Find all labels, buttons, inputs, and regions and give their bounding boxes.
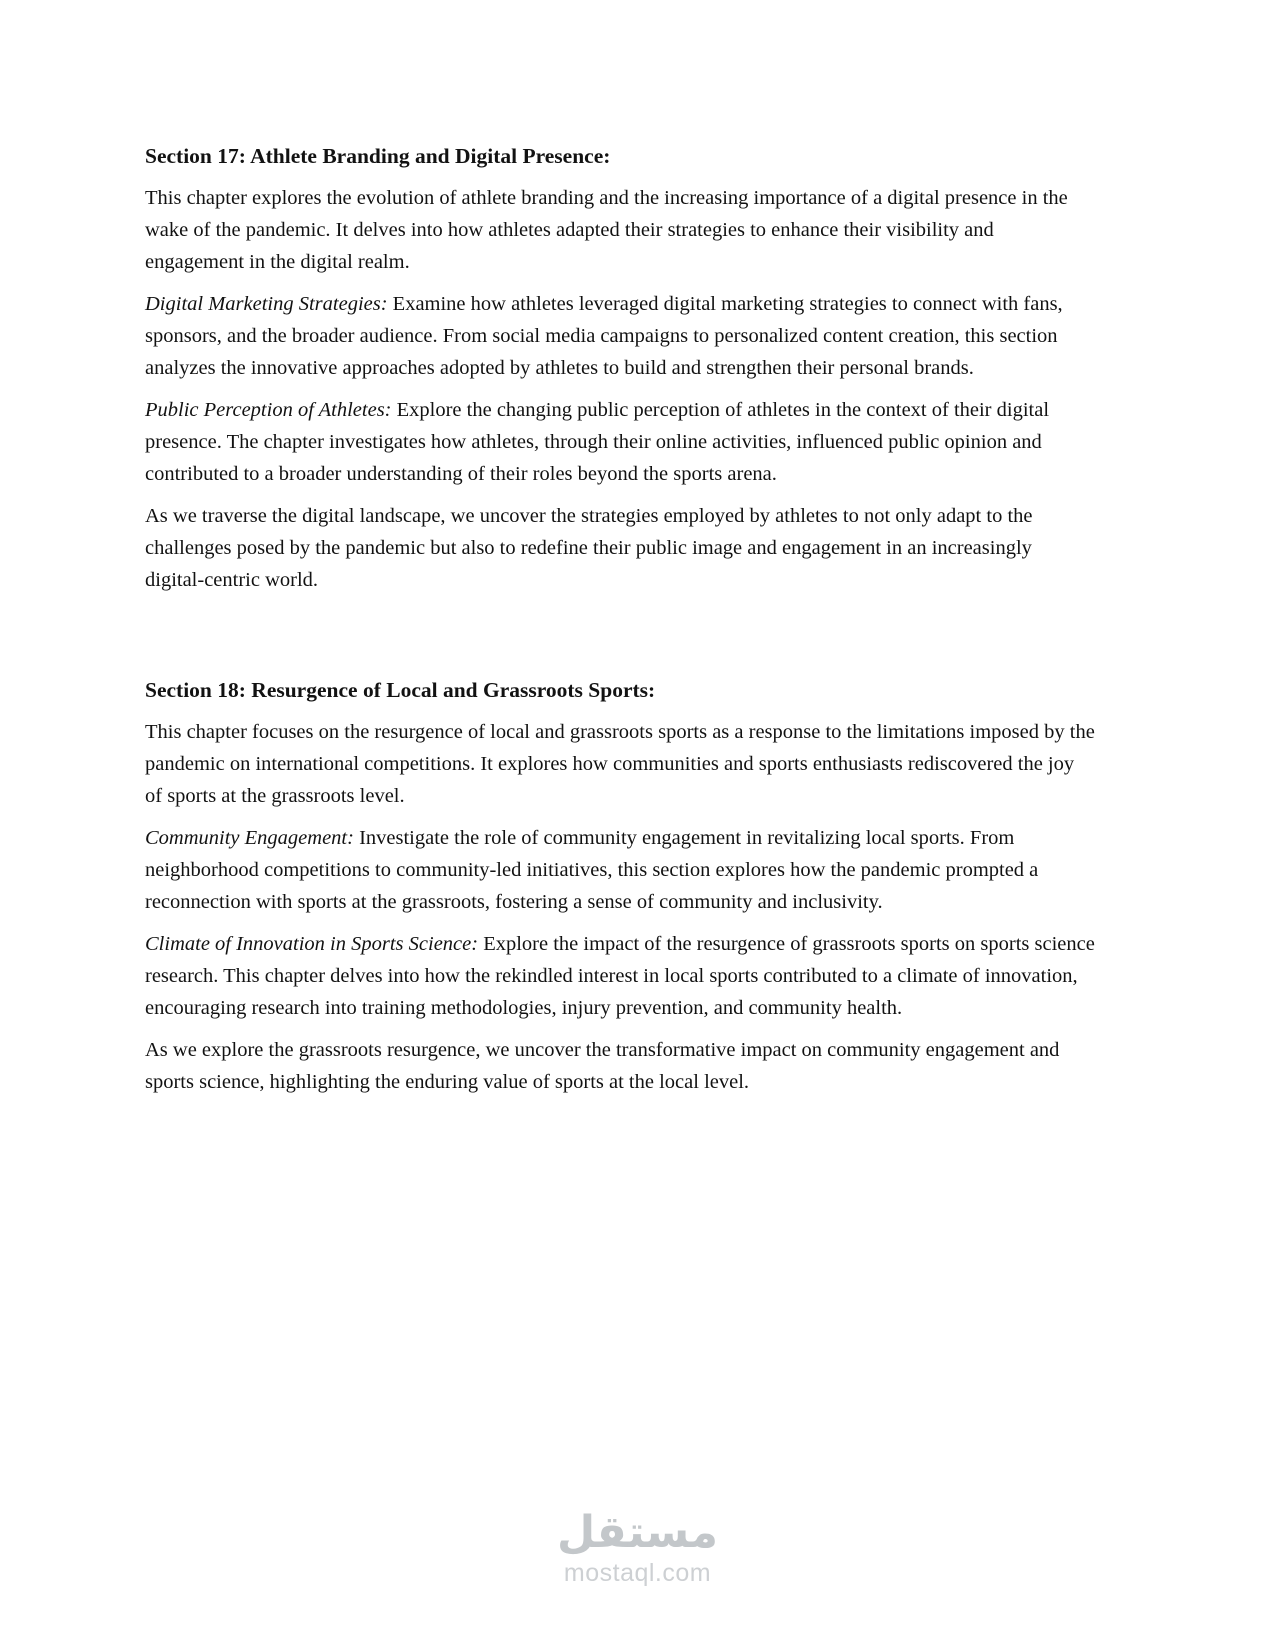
paragraph <box>145 182 1095 278</box>
paragraph <box>145 394 1095 490</box>
section-18 <box>145 674 1095 1098</box>
paragraph <box>145 822 1095 918</box>
paragraph-lead: Public Perception of Athletes: <box>145 399 392 421</box>
paragraph-text: This chapter explores the evolution of athlete branding and the increasing importance of a digital presence in the wake of the pandemic. It delves into how athletes adapted their strategies to enhance their visibility and engagement in the digital realm. <box>145 187 1068 273</box>
paragraph-text: Investigate the role of community engagement in revitalizing local sports. From neighborhood competitions to community-led initiatives, this section explores how the pandemic prompted a reconnection with sports at the grassroots, fostering a sense of community and inclusivity. <box>145 827 1039 913</box>
paragraph <box>145 716 1095 812</box>
paragraph <box>145 1034 1095 1098</box>
paragraph-text: This chapter focuses on the resurgence of local and grassroots sports as a response to the limitations imposed by the pandemic on international competitions. It explores how communities and sports enthusiasts rediscovered the joy of sports at the grassroots level. <box>145 721 1095 807</box>
section-17-heading: Section 17: Athlete Branding and Digital Presence: <box>145 144 611 168</box>
document-content <box>145 140 1095 1098</box>
paragraph-text: Explore the changing public perception of athletes in the context of their digital presence. The chapter investigates how athletes, through their online activities, influenced public opinion and contributed to a broader understanding of their roles beyond the sports arena. <box>145 399 1050 485</box>
paragraph-lead: Community Engagement: <box>145 827 354 849</box>
section-17 <box>145 140 1095 596</box>
mostaql-logo: مستقل <box>557 1506 718 1558</box>
paragraph <box>145 500 1095 596</box>
paragraph-text: As we traverse the digital landscape, we uncover the strategies employed by athletes to not only adapt to the challenges posed by the pandemic but also to redefine their public image and engagement in an increasingly digital-centric world. <box>145 505 1033 591</box>
paragraph-text: As we explore the grassroots resurgence, we uncover the transformative impact on community engagement and sports science, highlighting the enduring value of sports at the local level. <box>145 1039 1060 1093</box>
paragraph-lead: Climate of Innovation in Sports Science: <box>145 933 479 955</box>
section-18-heading: Section 18: Resurgence of Local and Grassroots Sports: <box>145 678 656 702</box>
paragraph-text: Explore the impact of the resurgence of grassroots sports on sports science research. This chapter delves into how the rekindled interest in local sports contributed to a climate of innovation, encouraging research into training methodologies, injury prevention, and community health. <box>145 933 1095 1019</box>
watermark <box>0 1506 1275 1588</box>
paragraph-lead: Digital Marketing Strategies: <box>145 293 388 315</box>
paragraph-text: Examine how athletes leveraged digital marketing strategies to connect with fans, sponsors, and the broader audience. From social media campaigns to personalized content creation, this section analyzes the innovative approaches adopted by athletes to build and strengthen their personal brands. <box>145 293 1063 379</box>
watermark-site-text: mostaql.com <box>563 1559 712 1587</box>
paragraph <box>145 288 1095 384</box>
paragraph <box>145 928 1095 1024</box>
